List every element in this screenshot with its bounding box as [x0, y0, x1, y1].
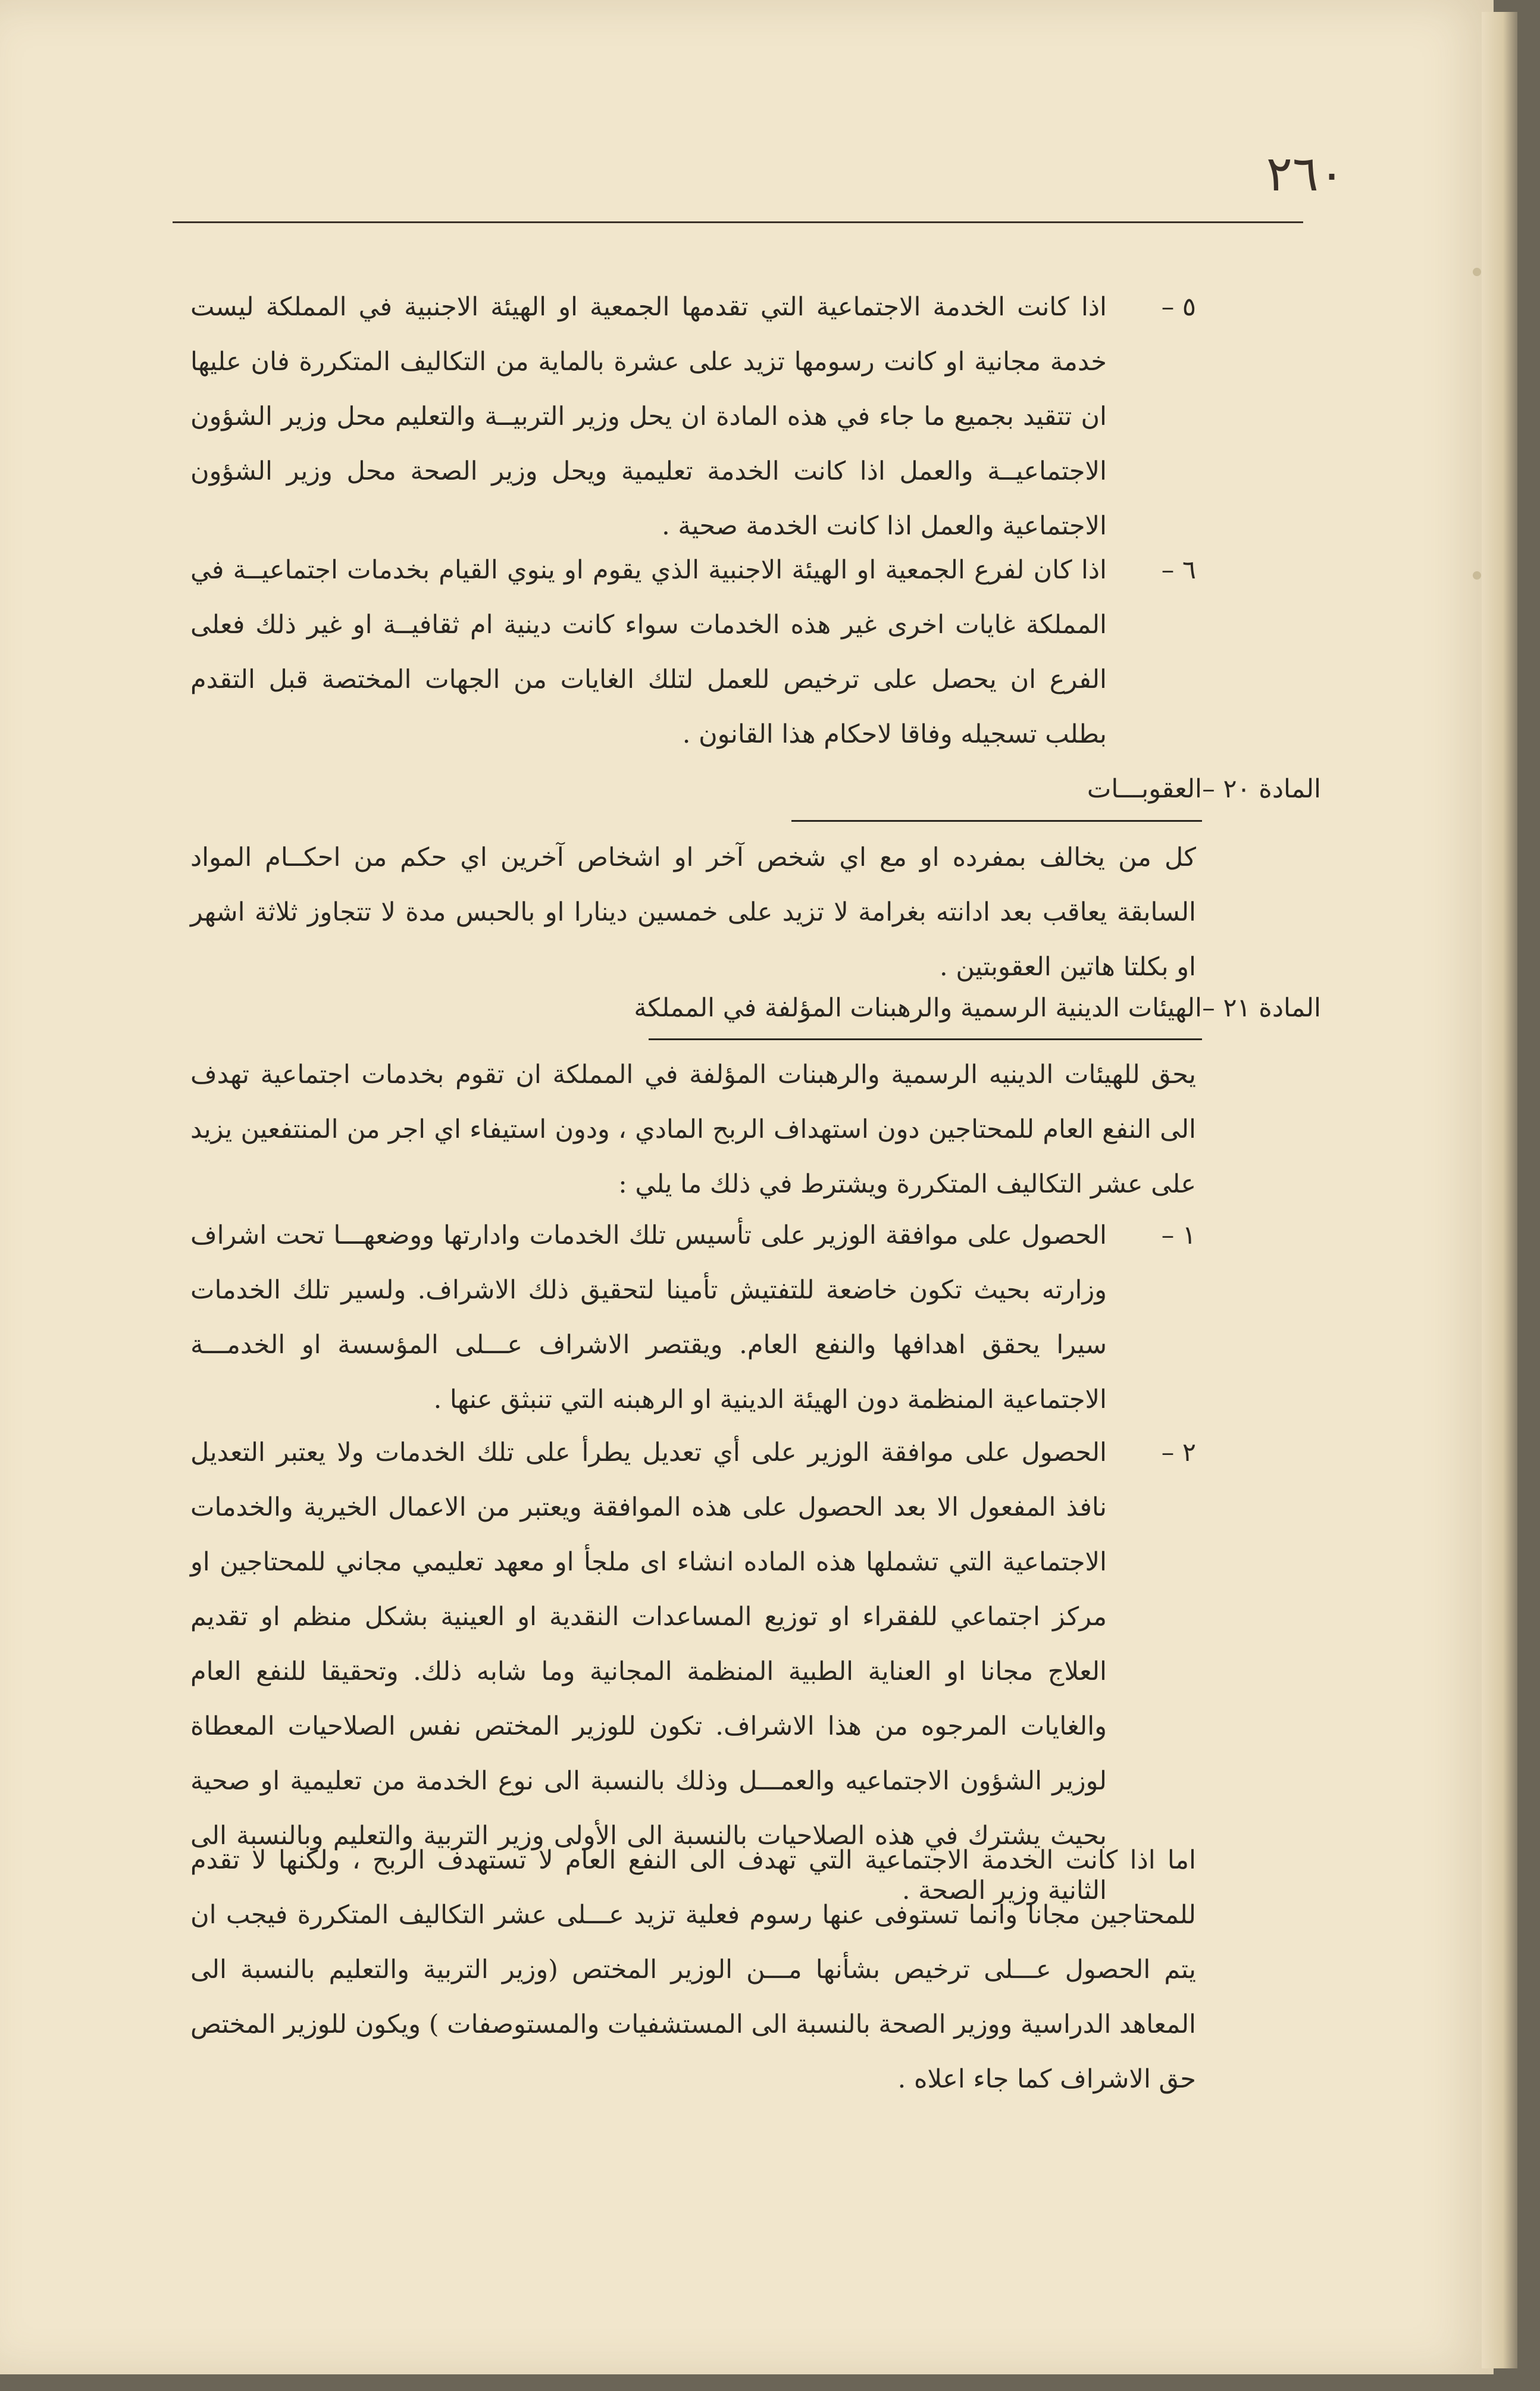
clause-5 [190, 280, 1196, 541]
article-21-closing: اما اذا كانت الخدمة الاجتماعية التي تهدف الى النفع العام لا تستهدف الربح ، ولكنها لا تقدم للمحتاجين مجانا وانما تستوفى عنها رسوم فعلية تزيد عـــلى عشر التكاليف المتكررة فيجب ان يتم الحصول عـــلى ترخيص بشأنها مـــن الوزير المختص (وزير التربية والتعليم بالنسبة الى المعاهد الدراسية ووزير الصحة بالنسبة الى المستشفيات والمستوصفات ) ويكون للوزير المختص حق الاشراف كما جاء اعلاه . [190, 1845, 1196, 2094]
article-21-item-2 [190, 1425, 1196, 1905]
page-edge [1482, 12, 1517, 2368]
item-text: الحصول على موافقة الوزير على تأسيس تلك الخدمات وادارتها ووضعهـــا تحت اشراف وزارته بحيث تكون خاضعة للتفتيش تأمينا لتحقيق ذلك الاشراف. ولسير تلك الخدمات سيرا يحقق اهدافها والنفع العام. ويقتصر الاشراف عـــلى المؤسسة او الخدمـــة الاجتماعية المنظمة دون الهيئة الدينية او الرهبنه التي تنبثق عنها . [190, 1220, 1107, 1414]
article-20-text: كل من يخالف بمفرده او مع اي شخص آخر او اشخاص آخرين اي حكم من احكــام المواد السابقة يعاقب بعد ادانته بغرامة لا تزيد على خمسين دينارا او بالحبس مدة لا تتجاوز ثلاثة اشهر او بكلتا هاتين العقوبتين . [190, 843, 1196, 982]
article-21-item-1 [190, 1208, 1196, 1422]
item-number: ١ – [1161, 1220, 1196, 1250]
clause-text: اذا كانت الخدمة الاجتماعية التي تقدمها الجمعية او الهيئة الاجنبية في المملكة ليست خدمة مجانية او كانت رسومها تزيد على عشرة بالماية من التكاليف المتكررة فان عليها ان تتقيد بجميع ما جاء في هذه المادة ان يحل وزير التربيــة والتعليم محل وزير الشؤون الاجتماعيــة والعمل اذا كانت الخدمة تعليمية ويحل وزير الصحة محل وزير الشؤون الاجتماعية والعمل اذا كانت الخدمة صحية . [190, 292, 1107, 541]
article-20-rule [791, 820, 1202, 822]
article-21-title: الهيئات الدينية الرسمية والرهبنات المؤلفة في المملكة [634, 993, 1202, 1023]
article-21-rule [649, 1038, 1202, 1040]
page-number: ٢٦٠ [1266, 146, 1345, 202]
item-text: الحصول على موافقة الوزير على أي تعديل يطرأ على تلك الخدمات ولا يعتبر التعديل نافذ المفعول الا بعد الحصول على هذه الموافقة ويعتبر من الاعمال الخيرية والخدمات الاجتماعية التي تشملها هذه الماده انشاء اى ملجأ او معهد تعليمي مجاني للمحتاجين او مركز اجتماعي للفقراء او توزيع المساعدات النقدية او العينية بشكل منظم او تقديم العلاج مجانا او العناية الطبية المنظمة المجانية وما شابه ذلك. وتحقيقا للنفع العام والغايات المرجوه من هذا الاشراف. تكون للوزير المختص نفس الصلاحيات المعطاة لوزير الشؤون الاجتماعيه والعمـــل وذلك بالنسبة الى نوع الخدمة من تعليمية او صحية بحيث يشترك في هذه الصلاحيات بالنسبة الى الأولى وزير التربية والتعليم وبالنسبة الى الثانية وزير الصحة . [190, 1438, 1107, 1905]
item-number: ٢ – [1161, 1438, 1196, 1467]
clause-6 [190, 543, 1196, 757]
clause-number: ٥ – [1161, 292, 1196, 322]
binding-hole [1473, 571, 1481, 580]
article-20-label: المادة ٢٠ – [1202, 774, 1321, 804]
article-20-title: العقوبـــات [1087, 774, 1202, 804]
binding-hole [1473, 268, 1481, 276]
header-rule [173, 221, 1303, 223]
article-21-label: المادة ٢١ – [1202, 993, 1321, 1023]
clause-text: اذا كان لفرع الجمعية او الهيئة الاجنبية الذي يقوم او ينوي القيام بخدمات اجتماعيــة في المملكة غايات اخرى غير هذه الخدمات سواء كانت دينية ام ثقافيــة او غير ذلك فعلى الفرع ان يحصل على ترخيص للعمل لتلك الغايات من الجهات المختصة قبل التقدم بطلب تسجيله وفاقا لاحكام هذا القانون . [190, 555, 1107, 749]
clause-number: ٦ – [1161, 555, 1196, 585]
article-21-intro: يحق للهيئات الدينيه الرسمية والرهبنات المؤلفة في المملكة ان تقوم بخدمات اجتماعية تهدف الى النفع العام للمحتاجين دون استهداف الربح المادي ، ودون استيفاء اي اجر من المنتفعين يزيد على عشر التكاليف المتكررة ويشترط في ذلك ما يلي : [190, 1060, 1196, 1199]
